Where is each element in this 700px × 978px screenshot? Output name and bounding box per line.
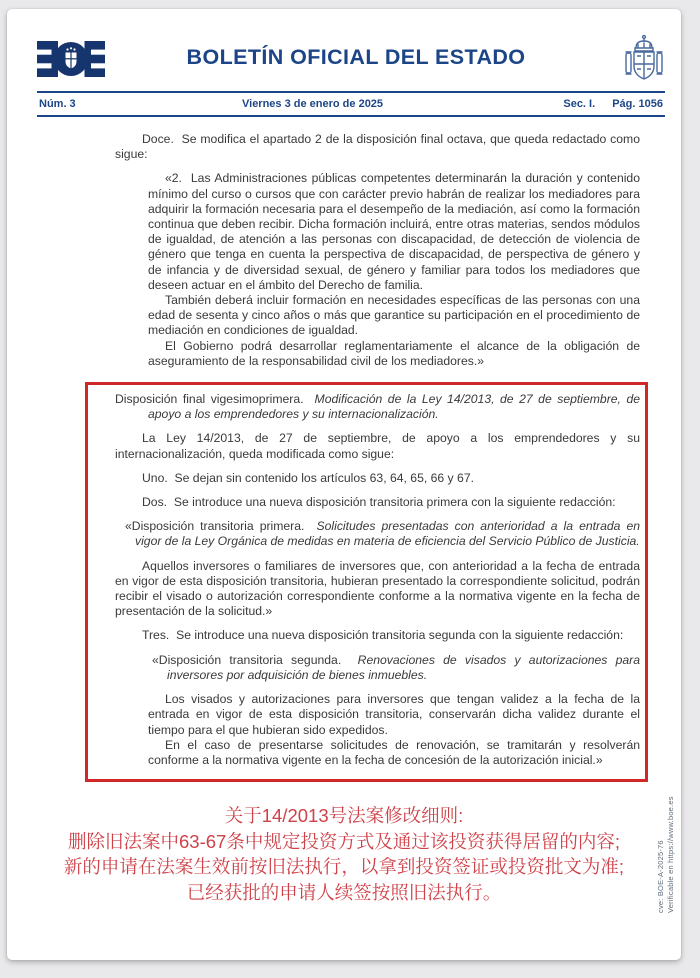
- annotation-line: 已经获批的申请人续签按照旧法执行。: [186, 881, 502, 903]
- highlight-box-paragraphs: [115, 392, 640, 768]
- paragraph: [148, 339, 640, 369]
- paragraph-run-italic: Solicitudes presentadas con anterioridad a la entrada en vigor de la Ley Orgánica de medidas en materia de eficiencia del Servicio Público de Justicia.: [135, 519, 641, 549]
- header-top-row: [37, 33, 665, 85]
- paragraph-run: En el caso de presentarse solicitudes de renovación, se tramitarán y resolverán conforme a la normativa vigente en la fecha de concesión de la autorización inicial.»: [148, 737, 640, 767]
- paragraph: [115, 132, 640, 162]
- paragraph: [152, 652, 640, 683]
- paragraph: [115, 431, 640, 461]
- issue-date: Viernes 3 de enero de 2025: [242, 98, 384, 110]
- document-page: [7, 9, 681, 960]
- cve-code: cve: BOE-A-2025-76: [656, 840, 665, 913]
- paragraph-run: Doce. Se modifica el apartado 2 de la disposición final octava, que queda redactado como sigue:: [115, 132, 640, 162]
- section-page: [549, 98, 663, 110]
- paragraph: [115, 559, 640, 620]
- vertical-side-meta: [656, 773, 676, 913]
- chinese-annotation: [7, 803, 681, 905]
- paragraph-run: Tres. Se introduce una nueva disposición transitoria segunda con la siguiente redacción:: [142, 628, 624, 643]
- annotation-line: 关于14/2013号法案修改细则:: [224, 805, 464, 827]
- paragraph-run: También deberá incluir formación en necesidades específicas de las personas con una edad de sesenta y cinco años o más que garantice su participación en el procedimiento de mediación en condiciones de igualdad.: [148, 293, 640, 338]
- paragraph: [148, 293, 640, 339]
- annotation-line: 删除旧法案中63-67条中规定投资方式及通过该投资获得居留的内容;: [68, 830, 620, 852]
- paragraph-run: «Disposición transitoria primera.: [125, 519, 317, 534]
- paragraph-run: Aquellos inversores o familiares de inversores que, con anterioridad a la fecha de entrada en vigor de esta disposición transitoria, hubieran presentado la correspondiente solicitud, podrán recibir el visado o autorización correspondiente conforme a la normativa vigente en la fecha de presentación de la solicitud.»: [115, 558, 640, 619]
- paragraph: [115, 495, 640, 510]
- paragraph: [148, 738, 640, 768]
- paragraph-run: Uno. Se dejan sin contenido los artículos 63, 64, 65, 66 y 67.: [142, 470, 474, 485]
- coat-of-arms-box: [595, 34, 665, 84]
- paragraph-run: Dos. Se introduce una nueva disposición transitoria primera con la siguiente redacción:: [142, 495, 616, 510]
- issue-number: Núm. 3: [39, 98, 76, 110]
- spanish-coat-of-arms-icon: [623, 34, 665, 84]
- paragraph: [115, 628, 640, 643]
- annotation-line: 新的申请在法案生效前按旧法执行，以拿到投资签证或投资批文为准;: [63, 856, 625, 878]
- page-header: [7, 9, 681, 117]
- header-meta-row: [37, 93, 665, 115]
- paragraph: [115, 392, 640, 422]
- paragraph: [125, 519, 641, 549]
- header-divider-bottom: [37, 115, 665, 117]
- page-number: Pág. 1056: [612, 98, 663, 110]
- paragraph-run: Los visados y autorizaciones para inversores que tengan validez a la fecha de la entrada en vigor de esta disposición transitoria, conservarán dicha validez durante el tiempo para el que hubieran sido expedidos.: [148, 692, 640, 737]
- paragraph-run: «Disposición transitoria segunda.: [152, 652, 358, 667]
- page-title: BOLETÍN OFICIAL DEL ESTADO: [186, 44, 526, 69]
- paragraph-run-italic: Renovaciones de visados y autorizaciones para inversores por adquisición de bienes inmuebles.: [167, 652, 640, 682]
- paragraph-run: «2. Las Administraciones públicas competentes determinarán la duración y contenido mínimo del curso o cursos que con carácter previo habrán de realizar los mediadores para adquirir la formación necesaria para el desempeño de la mediación, así como la formación continua que deben recibir. Dicha formación incluirá, entre otras materias, sendos módulos de igualdad, de atención a las personas con discapacidad, de detección de violencia de género que tenga en cuenta la perspectiva de discapacidad, de perspectiva de género y de infancia y de diversidad sexual, de género y familiar para todos los mediadores que deseen actuar en el ámbito del Derecho de familia.: [148, 171, 640, 292]
- boe-logo: [37, 41, 117, 77]
- paragraph: [148, 692, 640, 738]
- document-paragraphs: [115, 132, 640, 369]
- paragraph: [148, 171, 640, 293]
- section-label: Sec. I.: [563, 98, 596, 110]
- paragraph: [115, 471, 640, 486]
- paragraph-run-italic: Modificación de la Ley 14/2013, de 27 de septiembre, de apoyo a los emprendedores y su internacionalización.: [148, 392, 640, 422]
- paragraph-run: La Ley 14/2013, de 27 de septiembre, de apoyo a los emprendedores y su internacionalización, queda modificada como sigue:: [115, 431, 640, 461]
- boe-logo-icon: [37, 41, 105, 77]
- verifiable-url: Verificable en https://www.boe.es: [666, 796, 675, 913]
- paragraph-run: Disposición final vigesimoprimera.: [115, 392, 315, 407]
- red-highlight-box: [85, 382, 648, 782]
- paragraph-run: El Gobierno podrá desarrollar reglamentariamente el alcance de la obligación de aseguramiento de la responsabilidad civil de los mediadores.»: [148, 338, 640, 368]
